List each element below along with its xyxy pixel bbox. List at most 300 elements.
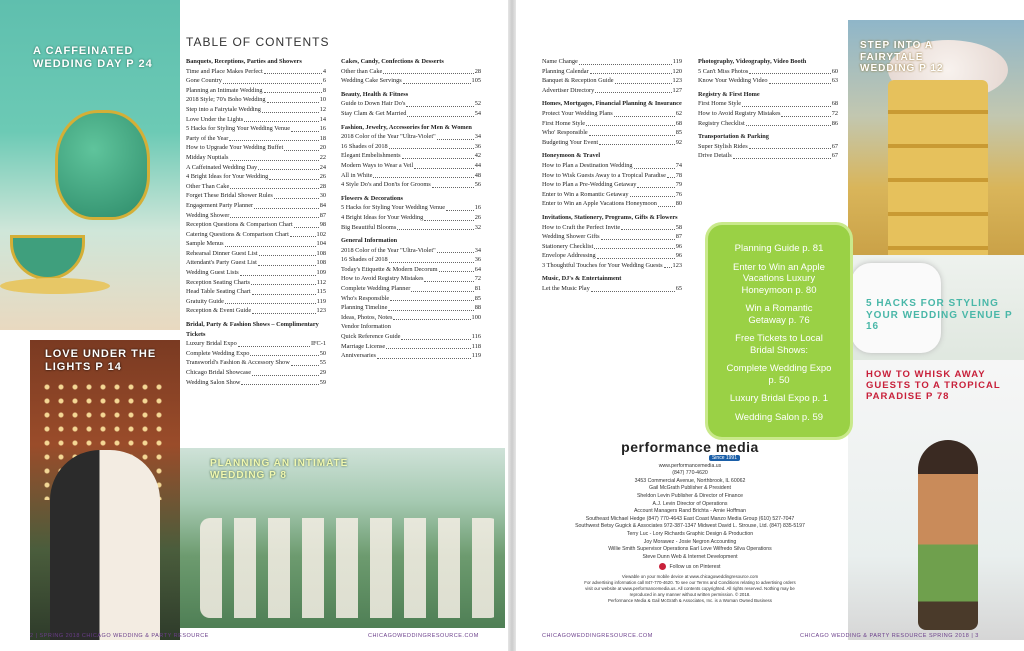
toc-entry-title: How to Avoid Registry Mistakes (698, 109, 781, 117)
toc-entry[interactable] (341, 223, 481, 233)
footer-right-url[interactable]: CHICAGOWEDDINGRESOURCE.COM (542, 633, 653, 639)
toc-entry[interactable] (542, 86, 682, 96)
toc-entry[interactable] (542, 199, 682, 209)
fine-print-line: Viewable on your mobile device at www.chicagoweddingresource.com (621, 573, 759, 579)
toc-entry[interactable] (542, 76, 682, 86)
toc-entry-page: 20 (319, 144, 326, 152)
toc-entry-page: 52 (474, 100, 481, 108)
toc-column-1 (186, 57, 326, 387)
toc-entry-title: Forget These Bridal Shower Rules (186, 192, 273, 200)
toc-entry-title: 5 Hacks for Styling Your Wedding Venue (341, 204, 446, 212)
toc-leader (630, 190, 675, 198)
toc-leader (291, 358, 319, 366)
toc-entry[interactable] (186, 153, 326, 163)
toc-entry[interactable] (542, 119, 682, 129)
toc-entry-title: Planning Timeline (341, 304, 388, 312)
toc-entry-title: Marriage License (341, 342, 386, 350)
toc-entry[interactable] (186, 124, 326, 134)
toc-entry[interactable] (341, 303, 481, 313)
pinterest-icon (659, 563, 666, 570)
promo-line: Complete Wedding Expo p. 50 (726, 363, 832, 386)
toc-section-heading: General Information (341, 237, 398, 245)
toc-entry-page: 50 (319, 349, 326, 357)
toc-entry[interactable] (341, 180, 481, 190)
toc-leader (615, 76, 672, 84)
toc-leader (424, 274, 473, 282)
cake-shape (888, 80, 988, 260)
fine-print-line: visit our website at www.performancemedia.us. All contents copyrighted. All rights reserved. Nothing may be (585, 585, 795, 591)
toc-entry-page: 118 (471, 342, 481, 350)
toc-entry-title: Anniversaries (341, 352, 376, 360)
toc-section-heading: Music, DJ's & Entertainment (542, 275, 622, 283)
toc-entry[interactable] (341, 171, 481, 181)
toc-leader (230, 211, 318, 219)
toc-entry-title: Registry Checklist (698, 119, 745, 127)
toc-leader (244, 115, 319, 123)
toc-entry[interactable] (698, 67, 838, 77)
toc-entry[interactable] (186, 95, 326, 105)
toc-entry-page: 85 (474, 294, 481, 302)
toc-leader (291, 124, 319, 132)
toc-entry-page: 34 (474, 246, 481, 254)
toc-entry-title: 4 Bright Ideas for Your Wedding (341, 213, 424, 221)
toc-entry-title: Love Under the Lights (186, 115, 244, 123)
toc-entry[interactable] (186, 134, 326, 144)
toc-entry-page: 55 (319, 359, 326, 367)
toc-entry-page: 76 (675, 190, 682, 198)
toc-entry-title: Catering Questions & Comparison Chart (186, 230, 289, 238)
toc-entry-page: 72 (474, 275, 481, 283)
toc-entry[interactable] (542, 67, 682, 77)
toc-entry[interactable] (186, 143, 326, 153)
toc-entry[interactable] (186, 278, 326, 288)
toc-entry-title: Stay Clam & Get Married (341, 109, 407, 117)
toc-entry-title: Complete Wedding Planner (341, 285, 411, 293)
toc-entry-page: 88 (474, 304, 481, 312)
toc-entry-page: 26 (474, 213, 481, 221)
toc-leader (446, 203, 474, 211)
toc-entry-page: 6 (322, 77, 326, 85)
toc-entry[interactable] (186, 230, 326, 240)
toc-entry[interactable] (341, 274, 481, 284)
toc-entry[interactable] (542, 223, 682, 233)
toc-entry[interactable] (542, 232, 682, 242)
masthead-lines (540, 463, 840, 562)
teacup-shape (10, 235, 85, 280)
toc-entry[interactable] (341, 246, 481, 256)
toc-entry-title: 4 Bright Ideas for Your Wedding (186, 173, 269, 181)
toc-entry[interactable] (698, 109, 838, 119)
toc-entry-page: 44 (474, 161, 481, 169)
masthead-line: Joy Morawez - Josie Negron Accounting (643, 538, 737, 545)
performance-media-logo: performance media (621, 439, 759, 455)
toc-section-heading: Homes, Mortgages, Financial Planning & Insurance (542, 100, 682, 108)
toc-leader (269, 172, 318, 180)
toc-entry[interactable] (542, 171, 682, 181)
toc-entry[interactable] (698, 76, 838, 86)
spine (508, 0, 516, 651)
toc-leader (383, 67, 473, 75)
toc-entry-title: 2018 Style; 70's Boho Wedding (186, 96, 266, 104)
toc-entry-title: Enter to Win an Apple Vacations Honeymoon (542, 200, 657, 208)
toc-entry-page: 30 (319, 192, 326, 200)
toc-entry-page: 10 (319, 96, 326, 104)
toc-entry-page: IFC-1 (310, 340, 326, 348)
toc-entry[interactable] (698, 99, 838, 109)
toc-entry-page: 102 (316, 230, 326, 238)
toc-entry-page: 123 (672, 77, 682, 85)
toc-leader (414, 161, 473, 169)
toc-leader (258, 163, 319, 171)
toc-entry-title: 4 Style Do's and Don'ts for Grooms (341, 181, 431, 189)
toc-section-heading: Beauty, Health & Fitness (341, 90, 409, 98)
toc-entry-page: 67 (831, 142, 838, 150)
toc-entry-page: 79 (675, 181, 682, 189)
toc-entry-title: Guide to Down Hair Do's (341, 100, 406, 108)
toc-entry[interactable] (341, 109, 481, 119)
toc-leader (595, 86, 671, 94)
toc-leader (658, 199, 675, 207)
toc-entry-page: 12 (319, 105, 326, 113)
toc-leader (781, 109, 830, 117)
toc-leader (769, 76, 831, 84)
toc-entry[interactable] (341, 76, 481, 86)
toc-entry[interactable] (341, 332, 481, 342)
toc-entry[interactable] (186, 191, 326, 201)
toc-entry-title: Time and Place Makes Perfect (186, 67, 263, 75)
toc-entry[interactable] (341, 342, 481, 352)
toc-entry-title: How to Wisk Guests Away to a Tropical Paradise (542, 171, 666, 179)
caption-fairytale: STEP INTO A FAIRYTALE WEDDING P 12 (860, 40, 944, 74)
toc-entry[interactable] (186, 211, 326, 221)
toc-entry[interactable] (341, 151, 481, 161)
caption-caffeinated: A CAFFEINATED WEDDING DAY P 24 (33, 45, 153, 70)
masthead-line: Gail McGrath Publisher & President (649, 485, 731, 492)
toc-entry[interactable] (698, 119, 838, 129)
toc-entry-page: 86 (831, 119, 838, 127)
toc-entry-title: Today's Etiquette & Modern Decorum (341, 265, 438, 273)
toc-entry[interactable] (186, 358, 326, 368)
masthead-line: Steve Dunn Web & Internet Development (642, 553, 738, 560)
masthead-line: A.J. Levin Director of Operations (652, 500, 728, 507)
toc-leader (437, 246, 474, 254)
toc-entry[interactable] (341, 67, 481, 77)
toc-entry-page: 119 (672, 58, 682, 65)
toc-entry[interactable] (341, 265, 481, 275)
toc-entry[interactable] (542, 190, 682, 200)
toc-entry-page: 60 (831, 67, 838, 75)
masthead-line: www.performancemedia.us (658, 462, 722, 469)
toc-leader (749, 142, 831, 150)
toc-section-heading: Invitations, Stationery, Programs, Gifts & Flowers (542, 213, 678, 221)
toc-leader (294, 220, 319, 228)
toc-entry-title: Reception Questions & Comparison Chart (186, 221, 293, 229)
toc-entry-title: First Home Style (542, 119, 586, 127)
toc-entry-page: 72 (831, 109, 838, 117)
toc-entry-title: Wedding Salon Show (186, 378, 241, 386)
toc-leader (599, 138, 675, 146)
toc-entry-page: 59 (319, 378, 326, 386)
toc-entry-page: 85 (675, 129, 682, 137)
toc-entry-page: 63 (831, 77, 838, 85)
caption-tropical: HOW TO WHISK AWAY GUESTS TO A TROPICAL PARADISE P 78 (866, 369, 1001, 402)
toc-entry-title: Know Your Wedding Video (698, 77, 768, 85)
toc-entry[interactable] (186, 163, 326, 173)
toc-entry[interactable] (542, 284, 682, 294)
toc-entry-title: Planning an Intimate Wedding (186, 86, 263, 94)
toc-entry-page: 120 (672, 67, 682, 75)
toc-entry[interactable] (186, 287, 326, 297)
toc-entry-page: 14 (319, 115, 326, 123)
toc-entry-title: Envelope Addressing (542, 252, 596, 260)
toc-entry[interactable] (186, 239, 326, 249)
toc-entry-page: 98 (319, 221, 326, 229)
toc-entry-page: 87 (675, 233, 682, 241)
toc-leader (432, 180, 474, 188)
toc-entry[interactable] (186, 76, 326, 86)
toc-leader (388, 303, 473, 311)
toc-entry[interactable] (341, 142, 481, 152)
toc-entry-page: 68 (831, 100, 838, 108)
toc-leader (225, 297, 316, 305)
toc-leader (252, 306, 315, 314)
toc-entry-title: Elegant Embelishments (341, 152, 401, 160)
toc-entry[interactable] (341, 322, 481, 332)
chairs-shape (200, 518, 500, 618)
toc-entry-page: 108 (316, 249, 326, 257)
toc-entry[interactable] (186, 172, 326, 182)
toc-entry-title: Wedding Guest Lists (186, 269, 239, 277)
toc-entry-page: 109 (316, 269, 326, 277)
toc-section-heading: Photography, Videography, Video Booth (698, 58, 807, 65)
fine-print-line: For advertising information call 847-770-4620. To see our Terms and Conditions relating to advertising orders (584, 579, 796, 585)
toc-entry[interactable] (542, 261, 682, 271)
toc-entry-page: 32 (474, 223, 481, 231)
toc-entry[interactable] (542, 128, 682, 138)
toc-entry-title: Drive Details (698, 152, 732, 160)
toc-entry[interactable] (186, 105, 326, 115)
toc-leader (284, 143, 318, 151)
toc-entry-title: 2018 Color of the Year "Ultra-Violet" (341, 246, 436, 254)
toc-entry-page: 36 (474, 142, 481, 150)
toc-entry[interactable] (186, 297, 326, 307)
toc-entry[interactable] (542, 180, 682, 190)
saucer-shape (0, 278, 110, 294)
toc-entry-title: Chicago Bridal Showcase (186, 369, 252, 376)
promo-line: Win a Romantic Getaway p. 76 (745, 303, 813, 326)
toc-entry[interactable] (341, 132, 481, 142)
toc-entry[interactable] (186, 115, 326, 125)
toc-entry-title: Wedding Cake Servings (341, 77, 402, 85)
toc-entry[interactable] (341, 99, 481, 109)
toc-entry[interactable] (341, 313, 481, 323)
toc-entry-title: 5 Can't Miss Photos (698, 67, 749, 75)
toc-entry-title: Stationery Checklist (542, 242, 594, 250)
toc-entry-title: How to Upgrade Your Wedding Buffet (186, 144, 284, 152)
toc-entry[interactable] (341, 351, 481, 361)
toc-entry[interactable] (186, 201, 326, 211)
masthead-line: (847) 770-4620 (672, 470, 708, 477)
toc-leader (589, 128, 675, 136)
toc-entry-page: 80 (675, 200, 682, 208)
pinterest-link[interactable] (540, 563, 840, 571)
toc-entry-page: 16 (319, 125, 326, 133)
toc-entry-title: Wedding Shower Gifts (542, 233, 600, 241)
toc-leader (601, 232, 675, 240)
toc-entry[interactable] (542, 57, 682, 67)
pinterest-label: Follow us on Pinterest (669, 564, 721, 571)
toc-entry[interactable] (341, 161, 481, 171)
toc-entry[interactable] (542, 138, 682, 148)
toc-entry-page: 119 (316, 297, 326, 305)
toc-entry[interactable] (186, 339, 326, 349)
toc-entry[interactable] (542, 161, 682, 171)
toc-entry-title: Other Than Cake (186, 182, 230, 190)
toc-leader (634, 161, 675, 169)
promo-line: Enter to Win an Apple Vacations Luxury Honeymoon p. 80 (733, 261, 825, 296)
toc-entry-page: 65 (675, 285, 682, 293)
toc-entry-title: Other than Cake (341, 67, 383, 75)
toc-leader (238, 339, 310, 347)
toc-leader (733, 151, 831, 159)
toc-leader (437, 132, 474, 140)
masthead-line: Account Managers Rand Brichta - Arnie Hoffman (633, 508, 747, 515)
toc-leader (373, 171, 473, 179)
toc-entry-title: Quick Reference Guide (341, 333, 401, 341)
toc-entry[interactable] (186, 249, 326, 259)
caption-love-lights: LOVE UNDER THE LIGHTS P 14 (45, 348, 157, 373)
toc-entry[interactable] (341, 284, 481, 294)
toc-entry[interactable] (341, 255, 481, 265)
toc-entry-title: Step into a Fairytale Wedding (186, 105, 261, 113)
toc-leader (402, 151, 474, 159)
toc-entry-title: 16 Shades of 2018 (341, 142, 388, 150)
toc-leader (749, 67, 830, 75)
toc-entry-page: 4 (322, 67, 326, 75)
toc-leader (594, 242, 674, 250)
toc-leader (274, 191, 319, 199)
toc-entry[interactable] (186, 67, 326, 77)
toc-entry-title: All in White (341, 171, 373, 179)
toc-entry-page: 104 (316, 240, 326, 248)
toc-leader (614, 109, 675, 117)
toc-entry-page: 100 (471, 313, 481, 321)
toc-entry[interactable] (542, 109, 682, 119)
toc-entry-page: 64 (474, 265, 481, 273)
toc-entry[interactable] (698, 142, 838, 152)
toc-leader (230, 153, 319, 161)
toc-entry-page: 42 (474, 152, 481, 160)
toc-leader (621, 223, 675, 231)
toc-leader (407, 109, 473, 117)
toc-entry[interactable] (186, 368, 326, 378)
toc-entry-page: 58 (675, 223, 682, 231)
toc-entry-page: 34 (474, 133, 481, 141)
toc-entry-page: 16 (474, 204, 481, 212)
toc-leader (439, 265, 474, 273)
toc-entry-title: Wedding Shower (186, 211, 230, 219)
toc-entry-page: 96 (675, 242, 682, 250)
toc-entry-title: Protect Your Wedding Plans (542, 109, 613, 117)
toc-leader (290, 230, 316, 238)
toc-entry[interactable] (341, 294, 481, 304)
promo-line: Luxury Bridal Expo p. 1 (729, 393, 829, 404)
toc-entry-title: 3 Thoughtful Touches for Your Wedding Guests (542, 261, 663, 269)
toc-leader (389, 142, 474, 150)
toc-column-3 (542, 57, 682, 294)
footer-left: 2 | SPRING 2018 CHICAGO WEDDING & PARTY RESOURCE (30, 633, 209, 639)
toc-leader (240, 268, 316, 276)
caption-styling-venue: 5 HACKS FOR STYLING YOUR WEDDING VENUE P 16 (866, 298, 1013, 332)
toc-leader (264, 67, 322, 75)
toc-entry-title: Party of the Year (186, 134, 229, 142)
toc-entry-page: 87 (319, 211, 326, 219)
toc-leader (401, 332, 470, 340)
fine-print-line: reproduced in any manner without written permission. © 2018. (629, 591, 751, 597)
toc-leader (579, 57, 672, 65)
toc-entry-title: Who' Responsible (542, 129, 588, 137)
toc-entry-title: Attendant's Party Guest List (186, 259, 257, 267)
toc-leader (251, 278, 316, 286)
toc-entry[interactable] (186, 258, 326, 268)
footer-left-url[interactable]: CHICAGOWEDDINGRESOURCE.COM (368, 633, 479, 639)
toc-entry-title: 5 Hacks for Styling Your Wedding Venue (186, 125, 291, 133)
toc-leader (241, 378, 318, 386)
toc-entry[interactable] (186, 306, 326, 316)
toc-title: TABLE OF CONTENTS (186, 35, 330, 49)
toc-entry-title: Midday Nuptials (186, 153, 229, 161)
toc-entry[interactable] (186, 349, 326, 359)
toc-entry[interactable] (698, 151, 838, 161)
masthead-line: Southeast Michael Hedge (847) 770-4643 East Coast Manzo Media Group (610) 527-7047 (585, 515, 795, 522)
toc-leader (390, 294, 474, 302)
toc-entry[interactable] (341, 203, 481, 213)
toc-leader (229, 134, 318, 142)
masthead-line: Sheldon Levin Publisher & Director of Finance (636, 492, 744, 499)
footer-right: CHICAGO WEDDING & PARTY RESOURCE SPRING 2018 | 3 (800, 633, 979, 639)
toc-entry-title: How to Craft the Perfect Invite (542, 223, 621, 231)
toc-entry-page: 115 (316, 288, 326, 296)
toc-section-heading: Registry & First Home (698, 90, 760, 98)
toc-entry-title: Who's Responsible (341, 294, 390, 302)
toc-section-heading: Bridal, Party & Fashion Shows – Complimentary Tickets (186, 321, 319, 338)
masthead (540, 440, 840, 604)
promo-line: Free Tickets to Local Bridal Shows: (735, 333, 823, 356)
toc-entry[interactable] (341, 213, 481, 223)
toc-entry[interactable] (542, 251, 682, 261)
toc-entry-page: 22 (319, 153, 326, 161)
toc-entry-page: 81 (474, 285, 481, 293)
toc-entry-title: Budgeting Your Event (542, 138, 599, 146)
toc-entry-title: Modern Ways to Wear a Veil (341, 161, 414, 169)
toc-entry[interactable] (186, 378, 326, 388)
toc-entry-title: Engagement Party Planner (186, 201, 254, 209)
toc-entry-title: 2018 Color of the Year "Ultra-Violet" (341, 133, 436, 141)
toc-leader (586, 119, 675, 127)
toc-entry[interactable] (186, 220, 326, 230)
toc-entry[interactable] (186, 86, 326, 96)
toc-entry-page: 78 (675, 171, 682, 179)
toc-entry-title: Rehearsal Dinner Guest List (186, 249, 258, 257)
toc-entry-title: Vendor Information (341, 323, 391, 331)
masthead-line: Southwest Betsy Gugick & Associates 972-387-1347 Midwest David L. Strouse, Ltd. (847) 835-5197 (575, 523, 805, 530)
toc-leader (262, 105, 319, 113)
toc-entry-title: Enter to Win a Romantic Getaway (542, 190, 629, 198)
toc-entry[interactable] (186, 182, 326, 192)
toc-entry-title: Reception & Event Guide (186, 307, 252, 315)
toc-entry[interactable] (186, 268, 326, 278)
toc-entry[interactable] (542, 242, 682, 252)
